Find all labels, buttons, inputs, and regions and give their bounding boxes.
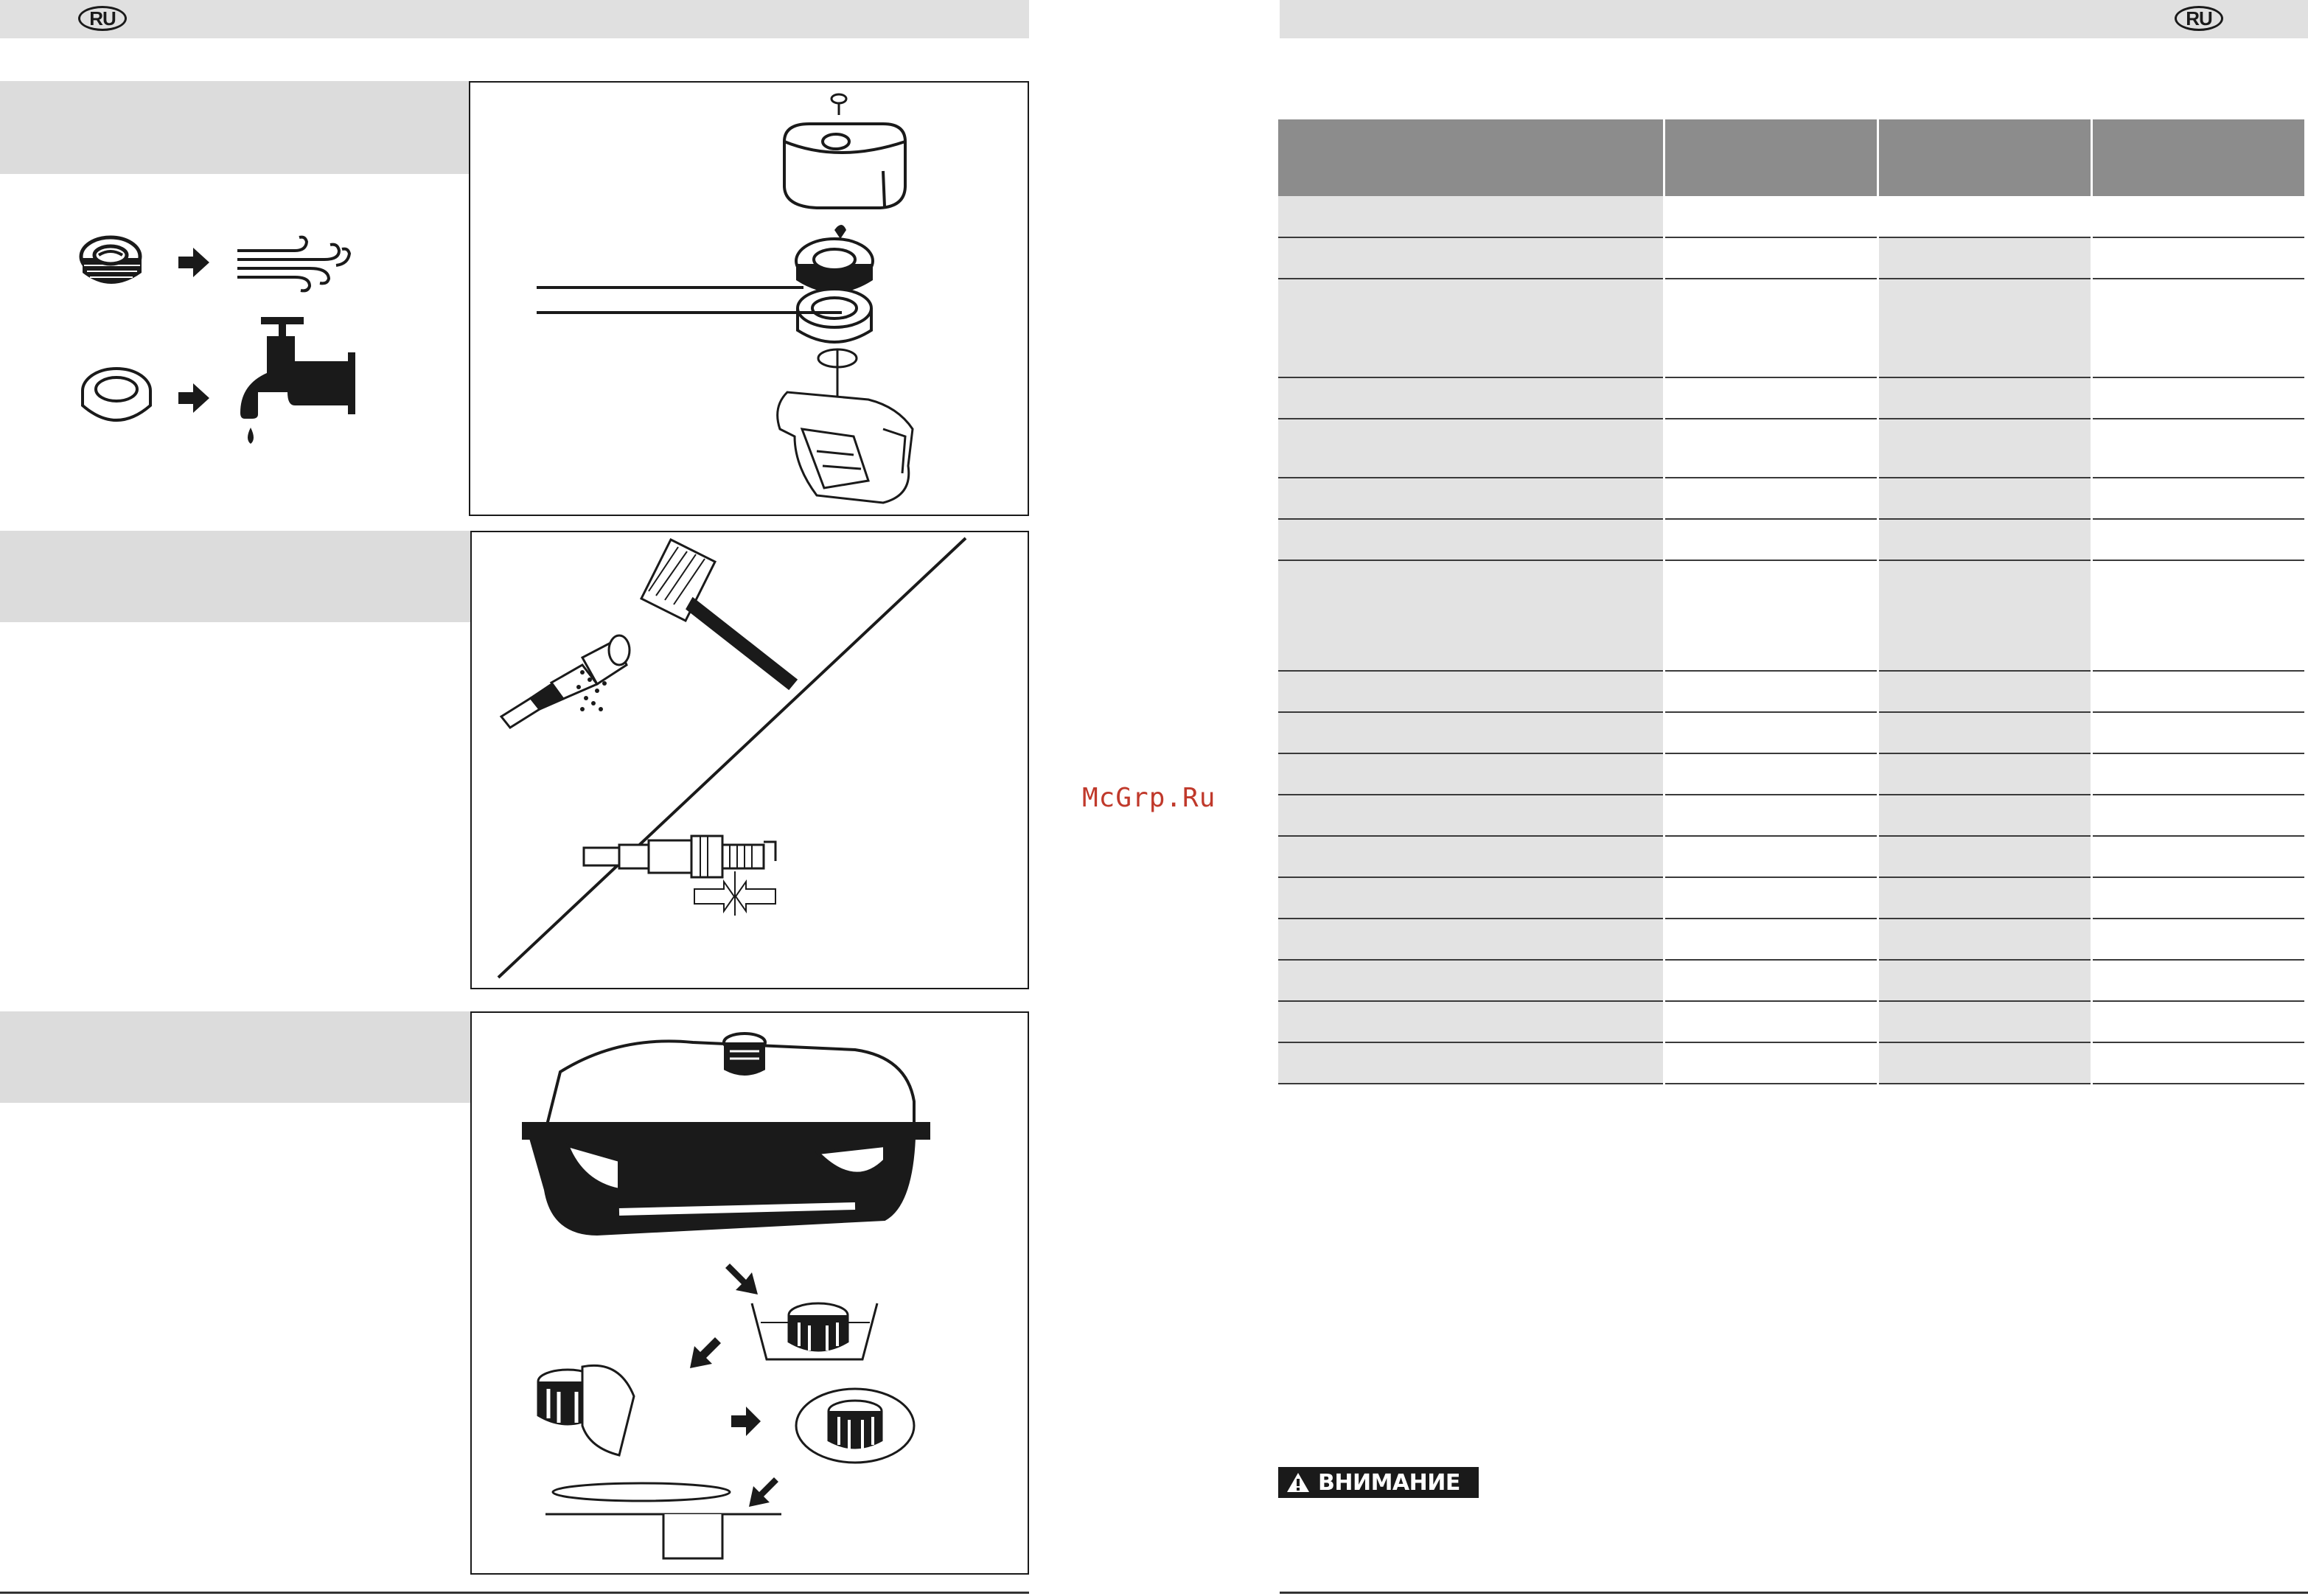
table-cell [1878,753,2091,795]
table-row [1278,877,2304,919]
table-cell [1878,877,2091,919]
watermark: McGrp.Ru [1082,783,1216,813]
table-cell [1664,279,1878,377]
warning-label: ВНИМАНИЕ [1318,1469,1460,1496]
left-page-footer-rule [0,1592,1029,1594]
air-filter-figure [469,81,1029,516]
table-cell [1878,671,2091,712]
table-cell [1278,237,1664,279]
table-cell [1278,419,1664,478]
table-cell [1878,1001,2091,1042]
table-cell [2091,753,2304,795]
table-row [1278,419,2304,478]
table-row [1278,671,2304,712]
table-row [1278,753,2304,795]
air-filter-element-icon [796,239,873,293]
table-cell [1664,671,1878,712]
table-cell [2091,712,2304,753]
table-header-cell [1664,119,1878,196]
table-cell [2091,919,2304,960]
table-cell [2091,519,2304,560]
table-cell [2091,478,2304,519]
table-cell [1878,836,2091,877]
table-header-cell [1278,119,1664,196]
table-cell [1278,1001,1664,1042]
table-cell [1278,1042,1664,1084]
spark-plug-heading-block [0,531,470,622]
table-row [1278,560,2304,671]
right-arrow-icon [178,248,209,277]
table-cell [1278,196,1664,237]
table-row [1278,1042,2304,1084]
table-cell [1664,519,1878,560]
table-cell [1278,279,1664,377]
table-row [1278,795,2304,836]
engine-base-icon [778,349,913,503]
table-row [1278,478,2304,519]
right-page-header [1280,0,2308,38]
fuel-strainer-figure [470,1011,1029,1575]
table-cell [1878,795,2091,836]
inspected-strainer-icon [796,1389,914,1463]
foam-filter-icon [83,369,150,420]
table-cell [2091,671,2304,712]
table-cell [2091,237,2304,279]
table-row [1278,377,2304,419]
wing-nut-icon [831,94,846,115]
table-cell [1278,712,1664,753]
table-row [1278,279,2304,377]
table-cell [1664,377,1878,419]
table-cell [1664,877,1878,919]
table-cell [1278,560,1664,671]
right-arrow-icon [178,383,209,413]
table-cell [2091,1001,2304,1042]
specifications-table [1278,119,2304,1084]
table-cell [2091,795,2304,836]
warning-icon [1286,1471,1311,1494]
warning-badge [1278,1467,1479,1498]
table-cell [1878,419,2091,478]
table-cell [1278,753,1664,795]
language-badge-left: RU [78,6,127,31]
table-row [1278,836,2304,877]
table-cell [1664,196,2304,237]
wire-brush-icon [641,540,796,689]
table-cell [1878,1042,2091,1084]
divider-diagonal [498,538,966,978]
table-cell [1878,279,2091,377]
spark-plug-dirty-icon [501,635,630,728]
table-cell [1878,478,2091,519]
table-cell [1664,1001,1878,1042]
table-row [1278,960,2304,1001]
spark-plug-figure [470,531,1029,989]
right-page-footer-rule [1280,1592,2308,1594]
foam-filter-icon [798,289,871,342]
table-row [1278,519,2304,560]
table-cell [1278,519,1664,560]
table-row [1278,712,2304,753]
table-cell [2091,836,2304,877]
flow-arrows [690,1264,778,1507]
table-header-row [1278,119,2304,196]
table-cell [1664,712,1878,753]
table-cell [1878,377,2091,419]
table-cell [1878,960,2091,1001]
table-cell [1664,1042,1878,1084]
table-cell [1278,671,1664,712]
table-cell [2091,560,2304,671]
table-cell [1664,753,1878,795]
table-cell [1878,712,2091,753]
water-tap-icon [240,317,355,444]
table-cell [1664,478,1878,519]
table-cell [1664,419,1878,478]
table-cell [1664,237,1878,279]
wash-basin-icon [752,1303,877,1359]
table-cell [1664,560,1878,671]
table-section-row [1278,196,2304,237]
table-cell [1278,960,1664,1001]
table-header-cell [1878,119,2091,196]
table-cell [1878,919,2091,960]
table-cell [1278,836,1664,877]
table-cell [1278,377,1664,419]
table-cell [1664,960,1878,1001]
table-cell [2091,419,2304,478]
table-cell [1878,237,2091,279]
air-filter-heading-block [0,81,469,174]
table-cell [1278,877,1664,919]
air-filter-cover-icon [784,124,905,208]
table-cell [1278,919,1664,960]
table-cell [1878,560,2091,671]
table-cell [1878,519,2091,560]
table-row [1278,919,2304,960]
table-cell [2091,279,2304,377]
strainer-install-icon [545,1483,781,1558]
table-cell [1664,919,1878,960]
cleaned-strainer-icon [538,1365,634,1455]
table-cell [1278,795,1664,836]
table-cell [1278,478,1664,519]
table-cell [1664,836,1878,877]
table-cell [2091,877,2304,919]
table-cell [2091,1042,2304,1084]
table-row [1278,237,2304,279]
air-filter-element-icon [81,237,142,284]
left-page-header [0,0,1029,38]
air-filter-instructions [74,221,369,457]
table-row [1278,1001,2304,1042]
fuel-tank-icon [523,1034,929,1234]
compressed-air-icon [237,237,349,291]
table-cell [2091,960,2304,1001]
table-cell [2091,377,2304,419]
table-header-cell [2091,119,2304,196]
language-badge-right: RU [2175,6,2223,31]
table-cell [1664,795,1878,836]
fuel-strainer-heading-block [0,1011,470,1103]
